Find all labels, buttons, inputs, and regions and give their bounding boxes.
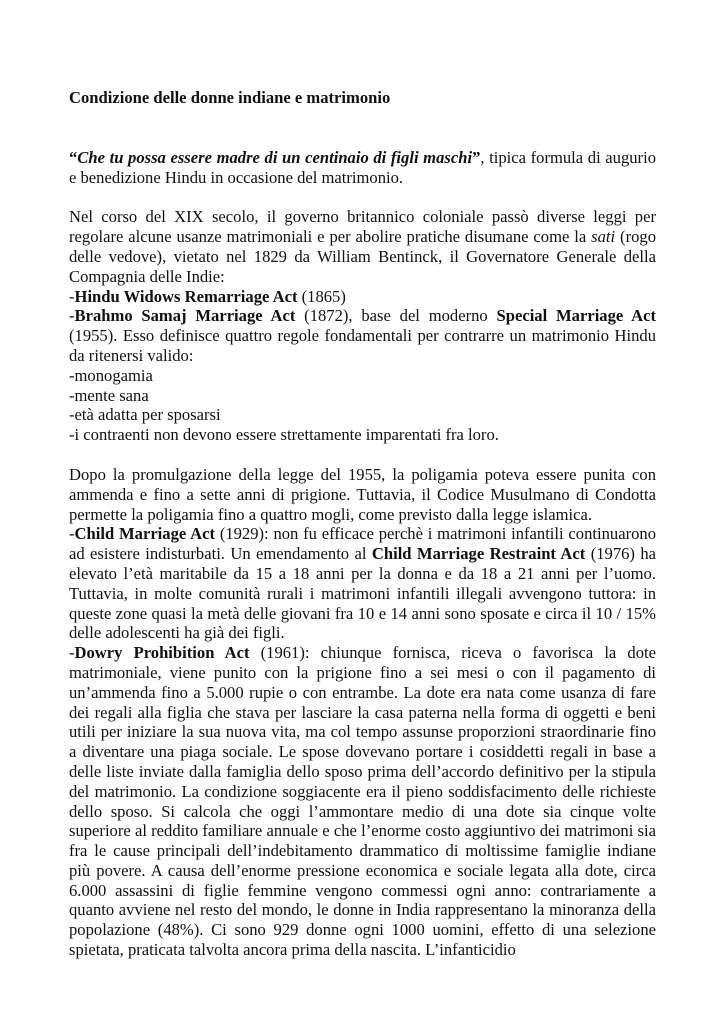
law-child-marriage: -Child Marriage Act (1929): non fu efficace perchè i matrimoni infantili continuarono ad esistere indisturbati. Un emendamento al Child Marriage Restraint Act (1976) ha elevato l’età maritabile da 15 a 18 anni per la donna e da 18 a 21 anni per l’uomo. Tuttavia, in molte comunità rurali i matrimoni infantili illegali avvengono tuttora: in queste zone quasi la metà delle giovani fra 10 e 14 anni sono sposate e circa il 10 / 15% delle adolescenti ha già dei figli. xyxy=(69,524,657,643)
sati-term: sati xyxy=(591,227,616,247)
law-name-secondary: Child Marriage Restraint Act xyxy=(371,544,586,564)
paragraph-polygamy: Dopo la promulgazione della legge del 1955, la poligamia poteva essere punita con ammenda e fino a sette anni di prigione. Tuttavia, il Codice Musulmano di Condotta permette la poligamia fino a quattro mogli, come previsto dalla legge islamica. xyxy=(69,464,656,524)
law-brahmo-samaj: -Brahmo Samaj Marriage Act (1872), base del moderno Special Marriage Act (1955). Esso definisce quattro regole fondamentali per contrarre un matrimonio Hindu da ritenersi valido: xyxy=(69,306,657,365)
rule-item: -età adatta per sposarsi xyxy=(69,405,221,425)
law-dowry-prohibition: -Dowry Prohibition Act (1961): chiunque fornisca, riceva o favorisca la dote matrimoniale, viene punito con la prigione fino a sei mesi o con il pagamento di un’ammenda fino a 5.000 rupie o con entrambe. La dote era nata come usanza di fare dei regali alla figlia che stava per lasciare la casa paterna nella forma di oggetti e beni utili per iniziare la sua nuova vita, ma col tempo assunse proporzioni straordinarie fino a diventare una piaga sociale. Le spose dovevano portare i cosiddetti regali in base a delle liste inviate dalla famiglia dello sposo prima dell’accordo definitivo per la stipula del matrimonio. La condizione soggiacente era il pieno soddisfacimento delle richieste dello sposo. Si calcola che oggi l’ammontare medio di una dote sia cinque volte superiore al reddito familiare annuale e che l’enorme costo aggiuntivo dei matrimoni sia fra le cause principali dell’indebitamento drammatico di moltissime famiglie indiane più povere. A causa dell’enorme pressione economica e sociale legata alla dote, circa 6.000 assassini di figlie femmine vengono commessi ogni anno: contrariamente a quanto avviene nel resto del mondo, le donne in India rappresentano la minoranza della popolazione (48%). Ci sono 929 donne ogni 1000 uomini, effetto di una selezione spietata, praticata talvolta ancora prima della nascita. L’infanticidio xyxy=(69,643,656,960)
law-name: Child Marriage Act xyxy=(74,524,216,544)
quote-rest: , tipica formula di augurio e benedizione Hindu in occasione del matrimonio. xyxy=(69,147,656,187)
quote-text: Che tu possa essere madre di un centinaio di figli maschi xyxy=(77,147,473,167)
rule-item: -i contraenti non devono essere strettamente imparentati fra loro. xyxy=(69,425,499,445)
law-hindu-widows: -Hindu Widows Remarriage Act (1865) xyxy=(69,286,346,306)
quote-close-mark: ” xyxy=(472,147,481,167)
paragraph-gap xyxy=(69,445,656,465)
law-name: Hindu Widows Remarriage Act xyxy=(74,286,298,306)
opening-quote-paragraph xyxy=(69,148,656,188)
rule-item: -monogamia xyxy=(69,365,153,385)
quote-open-mark: “ xyxy=(69,147,78,167)
document-title: Condizione delle donne indiane e matrimonio xyxy=(69,88,391,107)
rule-item: -mente sana xyxy=(69,385,149,405)
law-name-secondary: Special Marriage Act xyxy=(496,306,657,326)
law-name: Brahmo Samaj Marriage Act xyxy=(74,306,296,326)
law-name: Dowry Prohibition Act xyxy=(74,643,250,663)
paragraph-xix-century: Nel corso del XIX secolo, il governo britannico coloniale passò diverse leggi per regolare alcune usanze matrimoniali e per abolire pratiche disumane come la sati (rogo delle vedove), vietato nel 1829 da William Bentinck, il Governatore Generale della Compagnia delle Indie: xyxy=(69,207,656,286)
